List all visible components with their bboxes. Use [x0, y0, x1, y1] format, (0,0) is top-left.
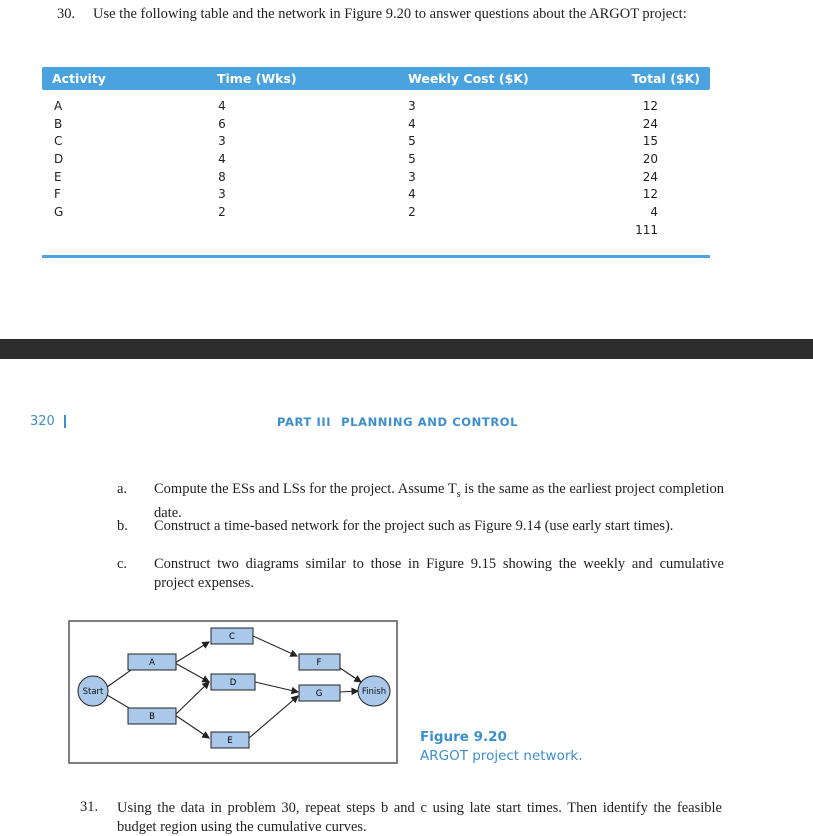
cell-weekly-cost: 5 [408, 134, 416, 149]
cell-total: 20 [642, 152, 658, 167]
header-activity: Activity [52, 71, 106, 86]
cell-activity: A [54, 99, 63, 113]
cell-activity: B [54, 116, 63, 131]
running-head-section: PLANNING AND CONTROL [341, 415, 519, 429]
problem-31-text: Using the data in problem 30, repeat steps b and c using late start times. Then identify the feasible budget region using the cumulative curves. [117, 800, 722, 835]
activity-column [54, 98, 74, 222]
cell-weekly-cost: 2 [408, 205, 416, 220]
cell-activity: F [54, 187, 61, 202]
activity-f-label: F [316, 658, 322, 668]
page-number: 320 [30, 414, 55, 429]
header-weekly-cost: Weekly Cost ($K) [408, 71, 529, 86]
cell-total: 24 [642, 116, 658, 131]
problem-31-number: 31. [80, 799, 99, 815]
problem-30-text: Use the following table and the network in Figure 9.20 to answer questions about the ARGOT project: [93, 6, 687, 22]
header-total: Total ($K) [631, 71, 700, 86]
cell-activity: C [54, 134, 63, 149]
cell-total: 4 [650, 205, 658, 220]
argot-network-diagram [68, 620, 398, 764]
running-head [277, 415, 518, 429]
subquestion-text: Construct a time-based network for the project such as Figure 9.14 (use early start times). [154, 518, 674, 534]
finish-label: Finish [361, 687, 387, 697]
cell-time: 2 [218, 205, 226, 220]
subquestion-label: a. [117, 481, 128, 497]
time-column [212, 98, 232, 222]
cell-activity: E [54, 169, 62, 184]
page-break-band [0, 339, 813, 359]
activity-c-label: C [229, 632, 235, 642]
activity-b-label: B [149, 712, 155, 722]
cell-total: 12 [642, 187, 658, 202]
problem-30-number: 30. [57, 6, 76, 22]
figure-caption-text: ARGOT project network. [420, 748, 583, 764]
cell-weekly-cost: 4 [408, 116, 416, 131]
cell-time: 3 [218, 187, 226, 202]
subquestion-label: c. [117, 556, 128, 572]
running-head-part: PART III [277, 415, 332, 429]
cell-time: 3 [218, 134, 226, 149]
figure-caption-title: Figure 9.20 [420, 729, 507, 745]
table-bottom-rule [42, 255, 710, 258]
cell-total: 24 [642, 169, 658, 184]
cell-time: 4 [218, 152, 226, 167]
cell-activity: G [54, 205, 64, 220]
header-time: Time (Wks) [217, 71, 297, 86]
cell-total: 15 [642, 134, 658, 149]
cell-weekly-cost: 3 [408, 99, 416, 113]
cell-weekly-cost: 3 [408, 169, 416, 184]
weekly-cost-column [402, 98, 422, 222]
cell-weekly-cost: 4 [408, 187, 416, 202]
grand-total: 111 [635, 222, 658, 237]
cell-activity: D [54, 152, 64, 167]
activity-d-label: D [229, 678, 237, 688]
cell-total: 12 [642, 99, 658, 113]
page-number-divider [64, 415, 66, 428]
cell-time: 6 [218, 116, 226, 131]
activity-e-label: E [227, 736, 233, 746]
start-label: Start [82, 687, 104, 697]
subquestion-text: Compute the ESs and LSs for the project. Assume $T_s$ is the same as the earliest project completion date. [154, 481, 724, 522]
total-column [620, 98, 658, 240]
cell-weekly-cost: 5 [408, 152, 416, 167]
activity-a-label: A [149, 658, 155, 668]
activity-g-label: G [315, 689, 323, 699]
cell-time: 8 [218, 169, 226, 184]
subquestion-text: Construct two diagrams similar to those in Figure 9.15 showing the weekly and cumulative project expenses. [154, 556, 724, 591]
subquestion-label: b. [117, 518, 128, 534]
cell-time: 4 [218, 99, 226, 113]
table-header [42, 67, 710, 90]
